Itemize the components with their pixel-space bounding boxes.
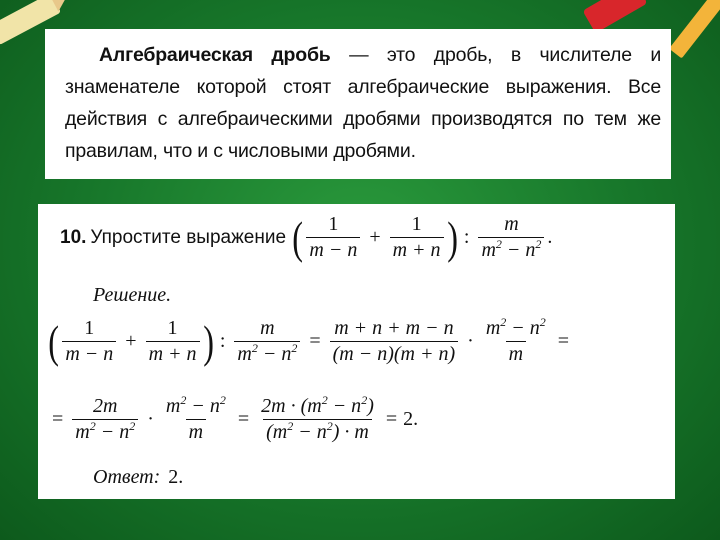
fraction: $\frac{m + n + m - n}{(m - n)(m + n)}$ <box>330 318 459 365</box>
plus-sign: + <box>369 226 381 248</box>
divide-sign: : <box>463 226 470 248</box>
fraction: $\frac{1}{m + n}$ <box>146 318 200 365</box>
fraction <box>306 214 360 261</box>
fraction: $\frac{2m \cdot (m^2 - n^2)}{(m^2 - n^2) \cdot m}$ <box>261 393 374 443</box>
answer-label: Ответ: <box>93 466 161 488</box>
definition-paragraph <box>65 39 661 167</box>
fraction: $\frac{m^2 - n^2}{m}$ <box>165 393 226 443</box>
right-paren: ) <box>446 211 458 263</box>
left-paren: ( <box>48 315 60 367</box>
fraction <box>390 214 444 261</box>
numerator: 1 <box>328 213 339 235</box>
denominator: m + n <box>390 237 444 261</box>
definition-dash: — <box>349 44 369 66</box>
fraction <box>478 214 544 261</box>
problem-statement <box>60 211 553 263</box>
period: . <box>547 226 553 248</box>
problem-number: 10. <box>60 226 87 248</box>
fraction: $\frac{m}{m^2 - n^2}$ <box>234 318 300 365</box>
numerator: 1 <box>411 213 422 235</box>
definition-term: Алгебраическая дробь <box>99 44 331 66</box>
denominator: m − n <box>306 237 360 261</box>
problem-card <box>38 204 675 499</box>
numerator: m <box>504 213 519 235</box>
result-value: 2. <box>403 408 419 430</box>
definition-card <box>45 29 671 179</box>
fraction: $\frac{2m}{m^2 - n^2}$ <box>72 396 138 443</box>
fraction: $\frac{m^2 - n^2}{m}$ <box>485 315 546 365</box>
problem-prompt: Упростите выражение <box>90 226 287 248</box>
definition-text: это дробь, в числителе и знаменателе которой стоят алгебраические выражения. Все действия с алгебраическими дробями производятся по тем же правилам, что и с числовыми дробями. <box>65 44 662 162</box>
solution-line-2: = $\frac{2m}{m^2 - n^2}$ · $\frac{m^2 - n^2}{m}$ = $\frac{2m \cdot (m^2 - n^2)}{(m^2 - n^2) \cdot m}$ = 2. <box>52 393 419 443</box>
answer-value: 2. <box>168 466 184 488</box>
answer-line <box>93 466 183 489</box>
denominator: $m^2 - n^2$ <box>478 237 544 261</box>
solution-label: Решение. <box>93 284 172 306</box>
solution-line-1: ( $\frac{1}{m - n}$ + $\frac{1}{m + n}$ ) : $\frac{m}{m^2 - n^2}$ = $\frac{m + n + m - n}{(m - n)(m + n)}$ · $\frac{m^2 - n^2}{m}$ = <box>48 315 570 367</box>
fraction: $\frac{1}{m - n}$ <box>62 318 116 365</box>
pencil-decoration-icon <box>669 0 720 58</box>
right-paren: ) <box>202 315 214 367</box>
left-paren: ( <box>292 211 304 263</box>
